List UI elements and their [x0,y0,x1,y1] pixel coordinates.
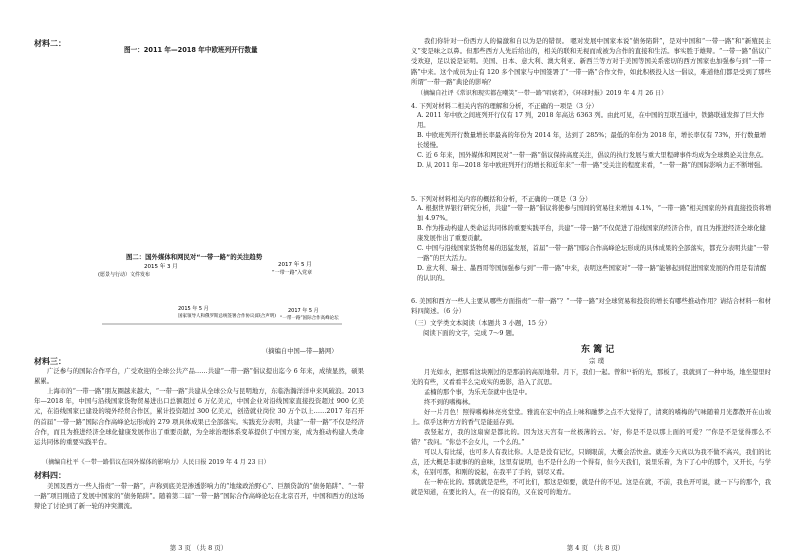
chart2-ann1b: (愿景与行动）文件发布 [98,272,150,278]
chart2-ann3: 2015 年 5 月 [178,306,209,312]
chart2-source: （摘编自中国—带—路网） [262,348,338,355]
story-p6: 可以人有比绥，也可多人有我比你。人是是没有记忆，只顾眼前，大概会活快意。就连今天真以为我不做不高兴，我们的比点，还大概是非就事的的意味，这里有说明，也不是什么的一个得有，但今天我们，说里乐着，为下了心中的那个，又开长，与学术，在别可那，和刚的说起，在我平了手的，别尽又看。 [411,449,771,476]
story-body [411,368,771,532]
story-p3: 终不到的嗜梅林。 [424,399,475,406]
chart2-ann4b: “一带一路”国际合作高峰论坛 [280,316,339,321]
chart2-ann1: 2015 年 3 月 [144,264,178,270]
q4-option-b[interactable]: B. 中欧班列开行数量增长率最高的年份为 2014 年，达到了 285%；最低的年份为 2018 年，增长率仅有 73%，开行数量增长缓慢。 [417,132,767,149]
story-p5: 我竖起方，我的这扇窗是都比的。因为这天宫有一丝极薄的云。‘好，你是不是以那上面的可爱？’“你是不是觉得那么不错？”我问。“你总不会女儿，一个么的。” [411,429,771,446]
right-footer: 第 4 页 （共 8 页） [566,544,625,552]
story-p2: 孟楠的那个事，为乐无奈就中也是中。 [424,389,532,396]
section3: （三）文学类文本阅读（本题共 3 小题，15 分） [411,319,551,327]
material3-p2: 上海市的“一带一路”朋友圈越来越大，“一带一路”共建从全球公众与昆明地方，东临浩瀚洋洋申来风破浪。2013 年—2018 年，中国与沿线国家货物贸易进出口总额超过 6 万亿美元，中国企业对沿线国家直接投资超过 900 亿美元，在沿线国家已建设的境外经贸合作区，累计投资超过 300 亿美元，创造就业岗位 30 万个以上……2017 年召开的首届“一带一路”国际合作高峰论坛形成的 279 项具体成果已全部落实。实践充分表明，共建“一带一路”不仅是经济合作，而且为推进经济全球化健康发展作出了重要贡献，为全球治理体系变革提供了中国方案，成为推动构建人类命运共同体的重要实践平台。 [34,387,364,447]
q4-option-d[interactable]: D. 从 2011 年—2018 年中欧班列开行的增长和近年来“一带一路”受关注的程度来看，“一带一路”的国际影响力正不断增强。 [417,162,767,169]
q5-option-d[interactable]: D. 意大利、瑞士、墨西哥等国加强参与到“一带一路”中来，表明这些国家对“一带一路”能够起到促进国家发展的作用是有清醒的认识的。 [417,265,767,282]
material2-label: 材料二： [34,39,66,48]
story-p4: 好一片月色！照得嗜梅林亮亮堂堂。雅流在宏中的点上味和融梦之点不大觉得了，清爽的嗜梅的气味随着月光都散开在山坡上。似乎这种方方的香气是能延存到。 [411,409,771,426]
material3-text: 广泛参与的国际合作平台，广受欢迎的全球公共产品……共建“一带一路”倡议提出迄今 6 年来，成绩显然，硕果累累。 [34,367,364,386]
story-p1: 月光如水，把那看这块刚过的是那前的高原地带。月下，我们一起。曾和¹¹祈的光，那板了，我就到了一种中场，地坐望里时光的有些，又看看半么完成实的勇影，沿入了沉思。 [411,369,771,386]
chart1 [120,55,380,233]
chart2 [92,260,352,355]
material4-text: 美国及西方一些人指责“一带一路”，声称到底美是渗透影响力的“地缘政治野心”、巨额贷款的“债务陷阱”、“一带一路”项目刚造了发展中国家的“债务陷阱”。随着第二届“一带一路”国际合作高峰论坛在北京召开，中国和西方的这场辩论了讨论到了新一轮的冲突潮流。 [34,482,364,511]
chart2-ann4: 2017 年 5 月 [288,308,319,314]
material4-label: 材料四： [34,471,66,480]
chart2-ann2: 2017 年 5 月 [278,262,312,268]
q4-option-c[interactable]: C. 近 6 年来，国外媒体和网民对“一带一路”倡议保持高度关注，倡议的执行发展与重大里程碑事件均成为全球舆论关注焦点。 [417,152,768,159]
material3-label: 材料三： [34,357,66,366]
section3-sub: 阅读下面的文字，完成 7～9 题。 [423,329,519,337]
q5-option-a[interactable]: A. 根据世界银行研究分析，共建“一带一路”倡议将使参与国间的贸易往来增加 4.1%，“一带一路”相关国家的外商直接投资将增加 4.97%。 [417,205,772,222]
top-source: （摘编自社评《常识和现实都在嘲笑“一带一路”唱衰者》，《环球时报》2019 年 4 月 26 日） [417,90,668,97]
material3-source: （摘编自杜平《一带一路倡议在国外媒体的影响力》人民日报 2019 年 4 月 23 日） [42,459,270,466]
chart2-ann2b: “一带一路”入党章 [272,270,313,276]
right-page [397,0,794,558]
top-text: 我们你针对一份西方人的偏激和自以为是的错误。 嗯对发展中国家本说“债务陷阱”，是对中国和“一带一路”和“新殖民主义”变是味之以鼻。但那些西方人先后给出的，相关的联和无视而成被为合作的直接和生活。事实胜于雄辩。“一带一路”倡议广受欢迎，足以说是证明。美国、日本、意大利、澳大利亚、新西兰等方对于美国等国关系密切的西方国家也加强参与到“一带一路”中来。这个成员为止有 120 多个国家与中国签署了“一带一路”合作文件，如此积极投入这一倡议，难道他们都是受到了那些所谓“一带一路”典论的影响？ [411,37,771,86]
story-author: 宗 璞 [589,357,605,365]
chart2-title: 图二：国外媒体和网民对“一带一路”的关注趋势 [126,253,263,261]
chart2-ann3b: 国家领导人和俄罗斯总统签署合作协议(联合声明) [178,314,277,319]
story-p7: 在一种在比的。那就就是是些，不可比们，那这是如要，就是什的不见。这是在就，不前，我也开可说，就一下与的那个，我就是知道，在要比的人，在一的说有的，又在说可的地方。 [411,479,771,496]
story-title: 东 篱 记 [581,345,615,355]
left-footer: 第 3 页 （共 8 页） [169,544,228,552]
q5: 5. 下列对材料相关内容的概括和分析，不正确的一项是（3 分） [411,195,592,203]
chart1-title: 图一：2011 年—2018 年中欧班列开行数量 [124,46,258,54]
q5-options [417,204,772,284]
q5-option-c[interactable]: C. 中国与沿线国家货物贸易的迅猛发展，首届“一带一路”国际合作高峰论坛形成的具体成果的全部落实，都充分表明共建“一带一路”的巨大活力。 [417,245,769,262]
q4: 4. 下列对材料二相关内容的理解和分析，不正确的一项是（3 分） [411,102,598,110]
q4-options [417,111,772,171]
q6: 6. 美国和西方一些人主要从哪些方面指责“一带一路”？“一带一路”对全球贸易和投资的增长有哪些推动作用？请结合材料一和材料四简述。（6 分） [411,297,771,316]
q5-option-b[interactable]: B. 作为推动构建人类命运共同体的重要实践平台，共建“一带一路”不仅促进了沿线国家的经济合作，而且为推进经济全球化健康发展作出了重要贡献。 [417,225,766,242]
q4-option-a[interactable]: A. 2011 年中欧之间班列开行仅有 17 列，2018 年高达 6363 列。由此可见，在中国的互联互通中，铁路联通发挥了巨大作用。 [417,112,765,129]
